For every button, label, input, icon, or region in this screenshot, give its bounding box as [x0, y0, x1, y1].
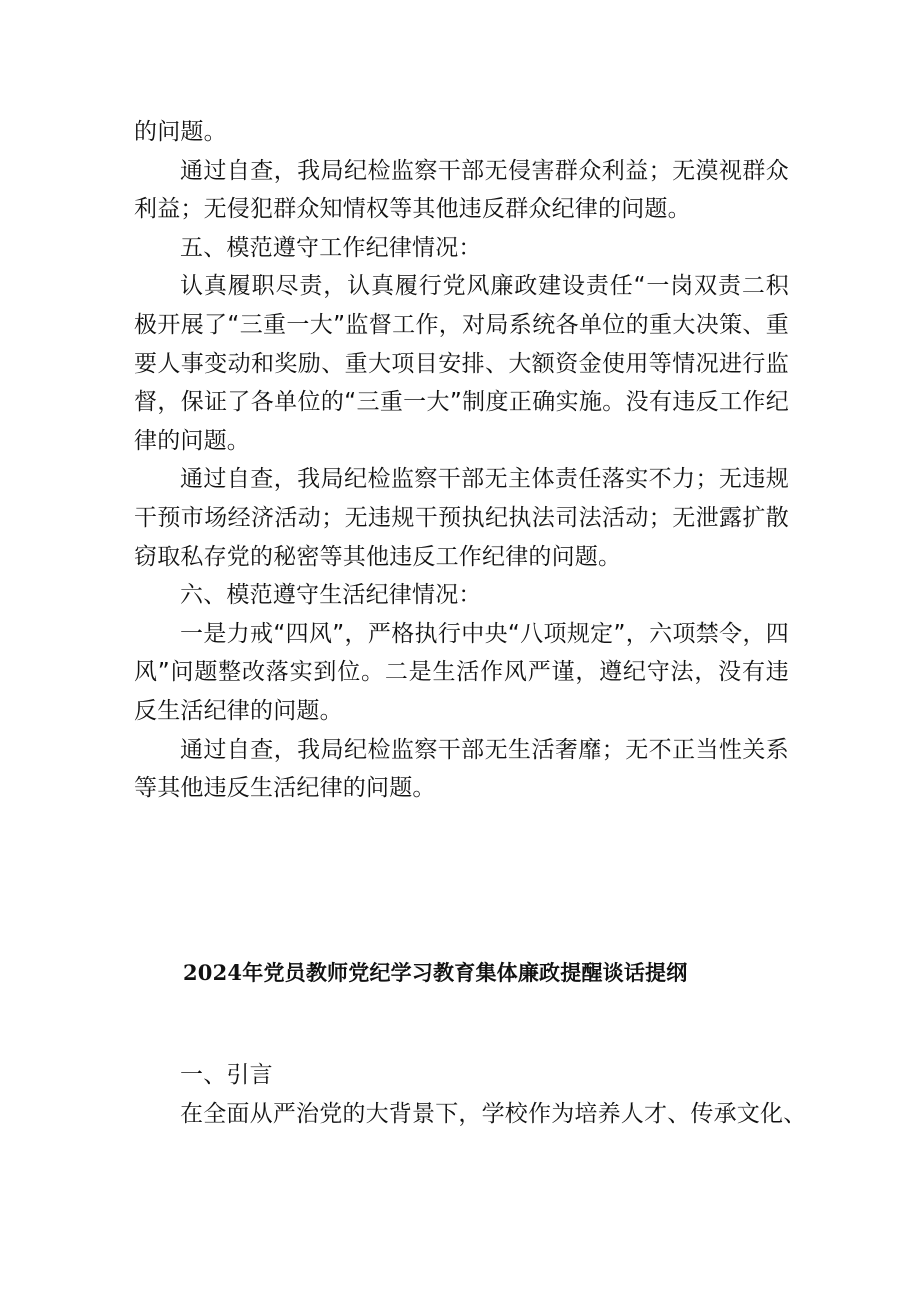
section-heading: 五、模范遵守工作纪律情况：: [180, 234, 482, 261]
paragraph: 的问题。: [134, 119, 227, 145]
body-text: [134, 113, 789, 808]
document-title: 2024年党员教师党纪学习教育集体廉政提醒谈话提纲: [183, 960, 688, 985]
paragraph: 通过自查，我局纪检监察干部无侵害群众利益；无漠视群众利益；无侵犯群众知情权等其他违反群众纪律的问题。: [134, 157, 789, 223]
paragraph: 一是力戒“四风”，严格执行中央“八项规定”，六项禁令，四风”问题整改落实到位。二是生活作风严谨，遵纪守法，没有违反生活纪律的问题。: [134, 620, 789, 724]
section-heading: 六、模范遵守生活纪律情况：: [180, 582, 482, 609]
paragraph: 认真履职尽责，认真履行党风廉政建设责任“一岗双责二积极开展了“三重一大”监督工作，对局系统各单位的重大决策、重要人事变动和奖励、重大项目安排、大额资金使用等情况进行监督，保证了各单位的“三重一大”制度正确实施。没有违反工作纪律的问题。: [134, 273, 789, 454]
intro-heading: 一、引言: [180, 1062, 273, 1088]
intro-first-line: 在全面从严治党的大背景下，学校作为培养人才、传承文化、: [180, 1100, 807, 1127]
paragraph: 通过自查，我局纪检监察干部无生活奢靡；无不正当性关系等其他违反生活纪律的问题。: [134, 736, 789, 802]
intro-section: [134, 1056, 807, 1133]
paragraph: 通过自查，我局纪检监察干部无主体责任落实不力；无违规干预市场经济活动；无违规干预执纪执法司法活动；无泄露扩散窃取私存党的秘密等其他违反工作纪律的问题。: [134, 466, 789, 570]
